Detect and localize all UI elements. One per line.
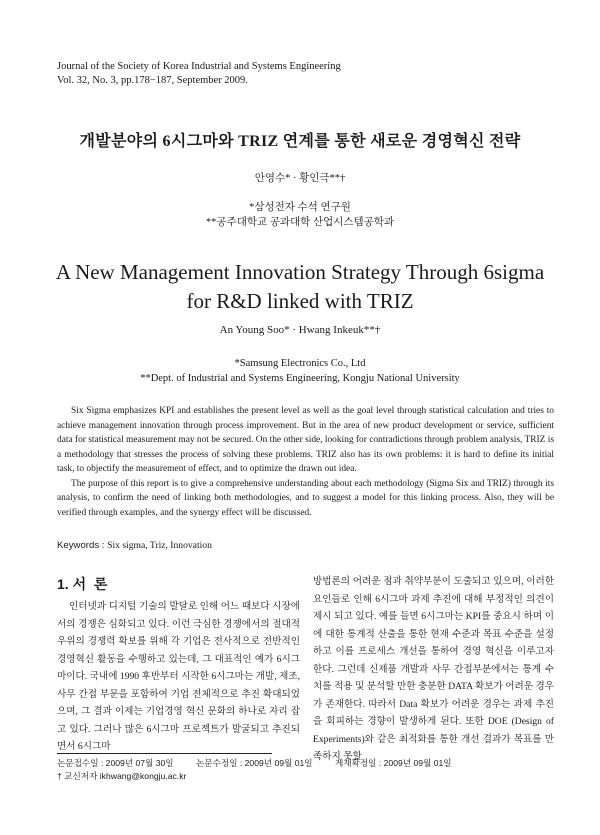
corresponding-author: † 교신저자 ikhwang@kongju.ac.kr [57, 771, 187, 781]
korean-affiliation-1: *삼성전자 수석 연구원 [249, 202, 351, 213]
body-column-left [57, 598, 300, 756]
english-authors: An Young Soo* · Hwang Inkeuk**† [219, 324, 381, 336]
english-title [0, 258, 600, 316]
revised-date: 논문수정일 : 2009년 09월 01일 [195, 758, 313, 768]
english-affiliations [0, 356, 600, 386]
intro-paragraph-right: 방법론의 어려운 점과 취약부분이 도출되고 있으며, 이러한 요인들로 인해 6시그마 과제 추진에 대해 부정적인 의견이 제시 되고 있다. 예를 들면 6시그마는 KPI를 중요시 하며 이에 대한 통계적 산출을 통한 현재 수준과 목표 수준을 설정 하고 이를 프로세스 개선을 통하여 경영 혁신을 이루고자 한다. 그런데 신제품 개발과 사무 간접부분에서는 통계 수치를 적용 및 분석할 만한 충분한 DATA 확보가 어려운 경우가 존재한다. 따라서 Data 확보가 어려운 경우는 과제 추진을 회피하는 경향이 발생하게 된다. 또한 DOE (Design of Experiments)와 같은 최적화를 통한 개선 결과가 목표를 만족하지 못할 [313, 576, 554, 762]
body-column-right [313, 573, 554, 766]
journal-header [57, 60, 341, 88]
abstract-paragraph-2: The purpose of this report is to give a comprehensive understanding about each methodology (Sigma Six and TRIZ) through its analysis, to confirm the need of linking both methodologies, and to suggest a model for this linking process. Also, they will be verified through examples, and the synergy effect will be discussed. [57, 478, 554, 518]
keywords [57, 540, 212, 551]
english-title-line-1: A New Management Innovation Strategy Through 6sigma [55, 260, 545, 284]
english-title-line-2: for R&D linked with TRIZ [186, 289, 414, 313]
accepted-date: 게재확정일 : 2009년 09월 01일 [334, 758, 452, 768]
footnote-dates [57, 757, 472, 770]
keywords-value: Six sigma, Triz, Innovation [107, 540, 212, 551]
korean-affiliations [0, 200, 600, 230]
korean-authors: 안영수* · 황인극**† [254, 173, 346, 184]
keywords-separator: : [99, 540, 108, 551]
english-affiliation-2: **Dept. of Industrial and Systems Engineering, Kongju National University [140, 373, 460, 384]
received-date: 논문접수일 : 2009년 07월 30일 [57, 758, 174, 768]
korean-affiliation-2: **공주대학교 공과대학 산업시스템공학과 [205, 217, 395, 228]
journal-name: Journal of the Society of Korea Industrial and Systems Engineering [57, 61, 341, 72]
intro-paragraph-left: 인터넷과 디지털 기술의 발달로 인해 어느 때보다 시장에서의 경쟁은 심화되고 있다. 이런 극심한 경쟁에서의 절대적 우위의 경쟁력 확보를 위해 각 기업은 전사적으로 전반적인 경영혁신 활동을 수행하고 있는데, 그 대표적인 예가 6시그마이다. 국내에 1990 후반부터 시작한 6시그마는 개발, 제조, 사무 간접 부문을 포함하여 기업 전체적으로 추진 확대되었으며, 그 결과 이제는 기업경영 혁신 문화의 하나로 자리 잡고 있다. 그러나 많은 6시그마 프로젝트가 발굴되고 추진되면서 6시그마 [57, 601, 300, 752]
korean-title: 개발분야의 6시그마와 TRIZ 연계를 통한 새로운 경영혁신 전략 [79, 133, 521, 150]
abstract [57, 404, 554, 520]
footnote-divider [57, 753, 272, 754]
abstract-paragraph-1: Six Sigma emphasizes KPI and establishes the present level as well as the goal level through statistical calculation and tries to achieve management innovation through process improvement. But in the area of new product development or service, sufficient data for statistical measurement may not be secured. On the other side, looking for contradictions through problem analysis, TRIZ is a methodology that stresses the process of solving these problems. TRIZ also has its own problems: it is hard to define its initial task, to objectify the measurement of effect, and to optimize the drawn out idea. [57, 406, 554, 474]
journal-volume: Vol. 32, No. 3, pp.178−187, September 2009. [57, 75, 248, 86]
section-title-introduction: 1. 서 론 [57, 576, 108, 592]
footnotes [57, 757, 472, 783]
keywords-label: Keywords [57, 540, 100, 551]
english-affiliation-1: *Samsung Electronics Co., Ltd [234, 358, 366, 369]
